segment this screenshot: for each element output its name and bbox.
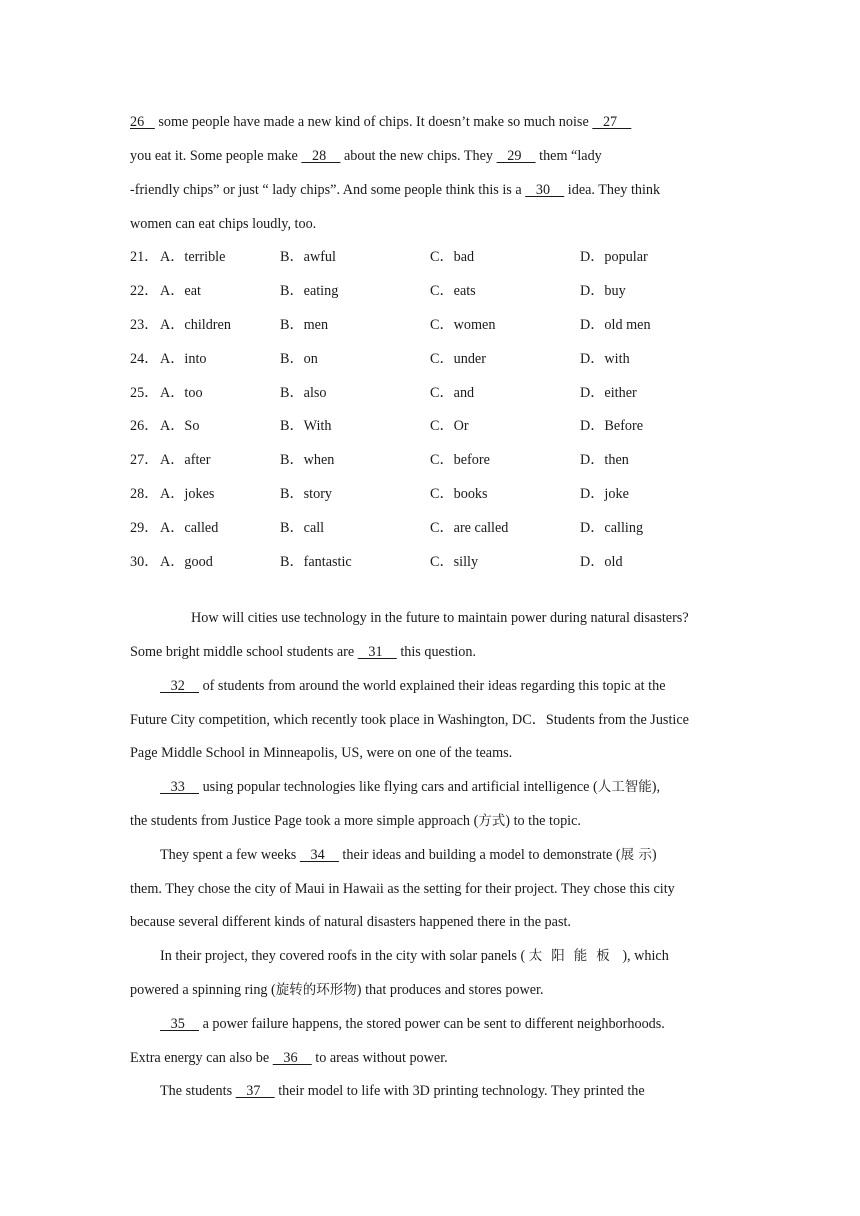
option-d: D．calling	[580, 520, 644, 536]
text: ) to the topic.	[505, 813, 581, 829]
option-b: B．when	[280, 452, 335, 468]
blank-36: 36	[272, 1050, 312, 1066]
option-d: D．popular	[580, 249, 648, 265]
text: Extra energy can also be	[130, 1050, 273, 1066]
passage2-line	[160, 947, 669, 965]
option-a: A．after	[160, 452, 211, 468]
blank-35: 35	[160, 1016, 200, 1032]
option-c: C．under	[430, 351, 486, 367]
text: women can eat chips loudly, too.	[130, 216, 317, 232]
option-d: D．then	[580, 452, 629, 468]
blank-33: 33	[160, 779, 200, 795]
question-number: 26．	[130, 418, 159, 434]
option-c: C．silly	[430, 554, 479, 570]
option-d: D．joke	[580, 486, 629, 502]
passage2-line	[160, 1015, 665, 1033]
text: How will cities use technology in the future to maintain power during natural disasters?	[191, 610, 689, 626]
option-row-25	[130, 384, 750, 402]
option-row-24	[130, 350, 750, 368]
option-a: A．jokes	[160, 486, 215, 502]
option-row-22	[130, 282, 750, 300]
passage2-line	[191, 609, 689, 627]
text: ),	[651, 779, 660, 795]
passage2-line	[130, 711, 689, 729]
text: them “lady	[535, 148, 602, 164]
passage2-line	[130, 744, 512, 762]
chinese-gloss: 展 示	[620, 847, 652, 863]
text: ) that produces and stores power.	[356, 982, 544, 998]
text: the students from Justice Page took a more simple approach (	[130, 813, 479, 829]
blank-30: 30	[525, 182, 565, 198]
text: They spent a few weeks	[160, 847, 300, 863]
passage2-line	[130, 981, 544, 999]
option-c: C．books	[430, 486, 488, 502]
option-a: A．terrible	[160, 249, 226, 265]
option-row-29	[130, 519, 750, 537]
passage2-line	[160, 1082, 645, 1100]
option-a: A．into	[160, 351, 207, 367]
question-number: 27．	[130, 452, 159, 468]
option-a: A．called	[160, 520, 219, 536]
blank-27: 27	[592, 114, 632, 130]
option-a: A．good	[160, 554, 213, 570]
text: their model to life with 3D printing technology. They printed the	[274, 1083, 645, 1099]
option-row-30	[130, 553, 750, 571]
text: of students from around the world explained their ideas regarding this topic at the	[199, 678, 666, 694]
option-c: C．eats	[430, 283, 476, 299]
blank-26: 26	[130, 114, 155, 130]
passage2-line	[160, 778, 660, 796]
text: some people have made a new kind of chips. It doesn’t make so much noise	[154, 114, 593, 130]
option-a: A．So	[160, 418, 200, 434]
passage1-line1	[130, 113, 631, 131]
option-c: C．are called	[430, 520, 509, 536]
option-b: B．on	[280, 351, 318, 367]
question-number: 30．	[130, 554, 159, 570]
passage1-line2	[130, 147, 602, 165]
text: powered a spinning ring (	[130, 982, 276, 998]
text: The students	[160, 1083, 236, 1099]
passage2-line	[130, 812, 581, 830]
option-d: D．old	[580, 554, 623, 570]
chinese-gloss: 人工智能	[597, 779, 652, 795]
option-row-27	[130, 451, 750, 469]
text: them. They chose the city of Maui in Hawaii as the setting for their project. They chose this city	[130, 881, 675, 897]
chinese-gloss: 方式	[478, 813, 506, 829]
blank-32: 32	[160, 678, 200, 694]
option-b: B．eating	[280, 283, 339, 299]
question-number: 23．	[130, 317, 159, 333]
blank-29: 29	[496, 148, 536, 164]
passage1-line4	[130, 215, 316, 233]
option-a: A．children	[160, 317, 231, 333]
option-d: D．either	[580, 385, 637, 401]
question-number: 29．	[130, 520, 159, 536]
option-c: C．before	[430, 452, 490, 468]
text: this question.	[396, 644, 476, 660]
text: -friendly chips” or just “ lady chips”. And some people think this is a	[130, 182, 526, 198]
option-a: A．eat	[160, 283, 201, 299]
blank-34: 34	[299, 847, 339, 863]
option-d: D．old men	[580, 317, 651, 333]
text: using popular technologies like flying cars and artificial intelligence (	[199, 779, 598, 795]
option-d: D．with	[580, 351, 630, 367]
blank-31: 31	[357, 644, 397, 660]
text: Some bright middle school students are	[130, 644, 358, 660]
option-c: C．Or	[430, 418, 469, 434]
passage2-line	[130, 880, 675, 898]
option-b: B．men	[280, 317, 329, 333]
blank-37: 37	[235, 1083, 275, 1099]
chinese-gloss: 太阳能板	[528, 948, 619, 964]
option-b: B．fantastic	[280, 554, 352, 570]
option-b: B．story	[280, 486, 333, 502]
text: their ideas and building a model to demonstrate (	[338, 847, 621, 863]
passage2-line	[130, 643, 476, 661]
option-row-21	[130, 248, 750, 266]
text: In their project, they covered roofs in the city with solar panels (	[160, 948, 529, 964]
question-number: 22．	[130, 283, 159, 299]
passage2-line	[160, 846, 657, 864]
text: Page Middle School in Minneapolis, US, were on one of the teams.	[130, 745, 513, 761]
option-c: C．bad	[430, 249, 475, 265]
passage2-line	[130, 1049, 448, 1067]
text: Future City competition, which recently took place in Washington, DC．Students from the Justice	[130, 712, 689, 728]
text: because several different kinds of natural disasters happened there in the past.	[130, 914, 571, 930]
text: about the new chips. They	[340, 148, 497, 164]
option-row-26	[130, 417, 750, 435]
option-d: D．Before	[580, 418, 644, 434]
option-row-23	[130, 316, 750, 334]
blank-28: 28	[301, 148, 341, 164]
text: )	[651, 847, 657, 863]
text: you eat it. Some people make	[130, 148, 302, 164]
option-b: B．call	[280, 520, 325, 536]
option-b: B．also	[280, 385, 327, 401]
option-a: A．too	[160, 385, 203, 401]
option-b: B．awful	[280, 249, 336, 265]
option-row-28	[130, 485, 750, 503]
text: a power failure happens, the stored power can be sent to different neighborhoods.	[199, 1016, 665, 1032]
chinese-gloss: 旋转的环形物	[275, 982, 357, 998]
option-d: D．buy	[580, 283, 626, 299]
passage2-line	[160, 677, 666, 695]
option-c: C．and	[430, 385, 475, 401]
passage2-line	[130, 913, 571, 931]
question-number: 21．	[130, 249, 159, 265]
question-number: 24．	[130, 351, 159, 367]
text: idea. They think	[564, 182, 661, 198]
question-number: 28．	[130, 486, 159, 502]
option-b: B．With	[280, 418, 332, 434]
text: to areas without power.	[311, 1050, 448, 1066]
question-number: 25．	[130, 385, 159, 401]
text: ), which	[618, 948, 669, 964]
passage1-line3	[130, 181, 660, 199]
option-c: C．women	[430, 317, 496, 333]
